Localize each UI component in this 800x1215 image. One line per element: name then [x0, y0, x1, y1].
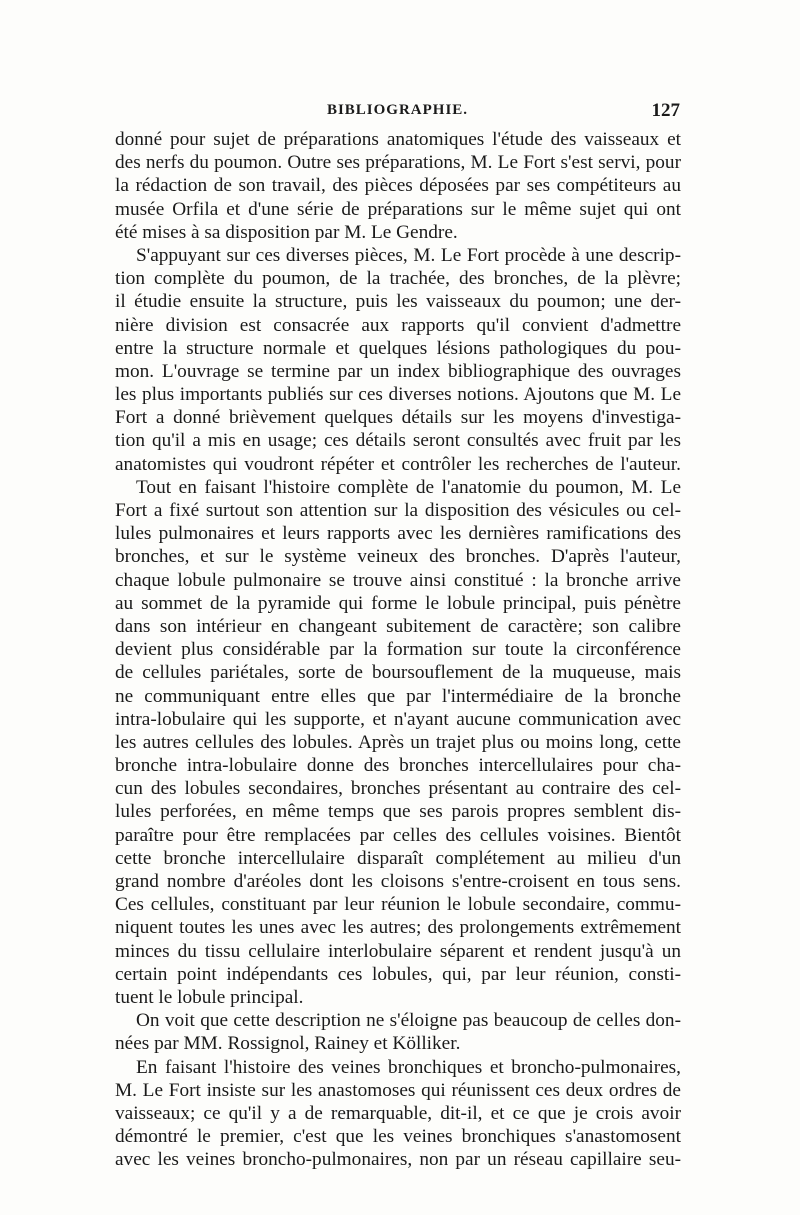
text-line: de cellules pariétales, sorte de boursouflement de la muqueuse, mais	[115, 662, 681, 684]
text-line: donné pour sujet de préparations anatomiques l'étude des vaisseaux et	[115, 129, 681, 150]
text-line: Fort a donné brièvement quelques détails sur les moyens d'investiga-	[115, 407, 681, 429]
text-line: démontré le premier, c'est que les veines bronchiques s'anastomosent	[115, 1126, 681, 1148]
text-line: avec les veines broncho-pulmonaires, non par un réseau capillaire seu-	[115, 1149, 681, 1171]
paragraph	[115, 1009, 681, 1055]
text-line: des nerfs du poumon. Outre ses préparations, M. Le Fort s'est servi, pour	[115, 152, 681, 174]
text-line: M. Le Fort insiste sur les anastomoses qui réunissent ces deux ordres de	[115, 1079, 681, 1101]
text-line: mon. L'ouvrage se termine par un index bibliographique des ouvrages	[115, 360, 681, 382]
text-line: au sommet de la pyramide qui forme le lobule principal, puis pénètre	[115, 592, 681, 614]
text-line: On voit que cette description ne s'éloigne pas beaucoup de celles don-	[136, 1010, 681, 1032]
text-line: Fort a fixé surtout son attention sur la disposition des vésicules ou cel-	[115, 500, 681, 521]
text-line: En faisant l'histoire des veines bronchiques et broncho-pulmonaires,	[136, 1056, 681, 1078]
text-line: cette bronche intercellulaire disparaît complétement au milieu d'un	[115, 847, 681, 869]
text-line: anatomistes qui voudront répéter et contrôler les recherches de l'auteur.	[115, 453, 681, 475]
text-line: nière division est consacrée aux rapports qu'il convient d'admettre	[115, 314, 681, 336]
text-line: entre la structure normale et quelques lésions pathologiques du pou-	[115, 337, 681, 359]
text-line: tion complète du poumon, de la trachée, des bronches, de la plèvre;	[115, 268, 681, 290]
paragraph	[115, 1056, 681, 1172]
text-line: nées par MM. Rossignol, Rainey et Kölliker.	[115, 1033, 461, 1055]
text-line: dans son intérieur en changeant subitement de caractère; son calibre	[115, 615, 681, 637]
paragraph	[115, 244, 681, 476]
text-line: tuent le lobule principal.	[115, 986, 304, 1008]
text-line: bronche intra-lobulaire donne des bronches intercellulaires pour cha-	[115, 755, 681, 777]
text-line: vaisseaux; ce qu'il y a de remarquable, dit-il, et ce que je crois avoir	[115, 1102, 681, 1124]
text-line: ne communiquant entre elles que par l'intermédiaire de la bronche	[115, 685, 681, 707]
page-header	[115, 100, 680, 126]
text-line: bronches, et sur le système veineux des bronches. D'après l'auteur,	[115, 546, 681, 568]
paragraph	[115, 476, 681, 1009]
text-line: intra-lobulaire qui les supporte, et n'ayant aucune communication avec	[115, 708, 681, 730]
text-line: cun des lobules secondaires, bronches présentant au contraire des cel-	[115, 778, 681, 800]
text-line: niquent toutes les unes avec les autres; des prolongements extrêmement	[115, 917, 681, 939]
text-line: certain point indépendants ces lobules, qui, par leur réunion, consti-	[115, 963, 681, 985]
text-line: musée Orfila et d'une série de préparations sur le même sujet qui ont	[115, 198, 681, 220]
text-line: paraître pour être remplacées par celles des cellules voisines. Bientôt	[115, 824, 681, 846]
text-line: Ces cellules, constituant par leur réunion le lobule secondaire, commu-	[115, 894, 681, 916]
text-line: les autres cellules des lobules. Après un trajet plus ou moins long, cette	[115, 731, 681, 753]
page-number: 127	[651, 100, 680, 121]
text-line: grand nombre d'aréoles dont les cloisons s'entre-croisent en tous sens.	[115, 871, 681, 892]
body-text	[115, 128, 681, 1171]
text-line: tion qu'il a mis en usage; ces détails seront consultés avec fruit par les	[115, 430, 681, 452]
text-line: devient plus considérable par la formation sur toute la circonférence	[115, 639, 681, 661]
text-line: les plus importants publiés sur ces diverses notions. Ajoutons que M. Le	[115, 384, 681, 406]
text-line: été mises à sa disposition par M. Le Gendre.	[115, 221, 458, 243]
text-line: Tout en faisant l'histoire complète de l'anatomie du poumon, M. Le	[136, 476, 681, 498]
running-head: BIBLIOGRAPHIE.	[326, 102, 469, 118]
text-line: lules pulmonaires et leurs rapports avec les dernières ramifications des	[115, 523, 681, 545]
text-line: il étudie ensuite la structure, puis les vaisseaux du poumon; une der-	[115, 291, 681, 313]
text-line: minces du tissu cellulaire interlobulaire séparent et rendent jusqu'à un	[115, 940, 681, 962]
text-line: S'appuyant sur ces diverses pièces, M. Le Fort procède à une descrip-	[136, 244, 681, 266]
text-line: lules perforées, en même temps que ses parois propres semblent dis-	[115, 801, 681, 823]
text-line: chaque lobule pulmonaire se trouve ainsi constitué : la bronche arrive	[115, 569, 681, 591]
text-line: la rédaction de son travail, des pièces déposées par ses compétiteurs au	[115, 175, 681, 197]
paragraph	[115, 128, 681, 244]
